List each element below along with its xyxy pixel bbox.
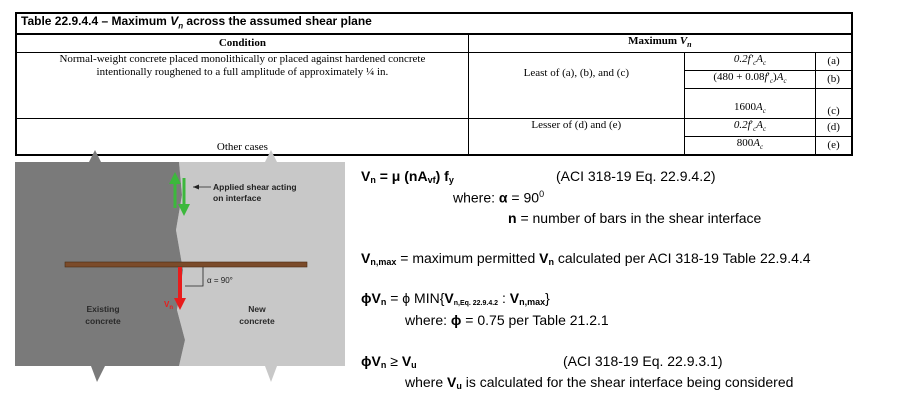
- max-vn-table: [15, 12, 853, 156]
- header-max-var: V: [679, 35, 688, 48]
- row1-rule: Least of (a), (b), and (c): [468, 52, 684, 118]
- eq1-lhs-sub: n: [370, 175, 376, 185]
- rebar: [65, 262, 307, 267]
- label-angle: α = 90°: [207, 276, 233, 285]
- where-vu: [405, 374, 793, 391]
- row1-condition: [16, 52, 468, 118]
- table-title: [16, 13, 852, 34]
- eq1-vf: vf: [427, 175, 436, 185]
- where-alpha: [453, 189, 544, 206]
- equation-phivn-vu: [361, 353, 417, 370]
- label-e: (e): [816, 137, 852, 156]
- table-row: [16, 118, 852, 136]
- label-applied-shear: Applied shear acting: [213, 182, 297, 192]
- value-e: $800A_c$: [684, 137, 815, 156]
- where1-deg: 0: [539, 189, 545, 199]
- value-c: $1600A_c$: [684, 88, 815, 118]
- eq4-v: V: [371, 353, 381, 369]
- equation-vn: [361, 168, 454, 185]
- eq1-mu: = μ (nA: [375, 168, 428, 184]
- value-b: $(480 + 0.08f'_c)A_c$: [684, 70, 815, 88]
- eq2-text2: calculated per ACI 318-19 Table 22.9.4.4: [553, 250, 811, 266]
- equation-phivn: [361, 290, 550, 307]
- header-condition: Condition: [16, 34, 468, 52]
- where4-v-sub: u: [456, 381, 462, 391]
- row1-condition-line1: Normal-weight concrete placed monolithically or placed against hardened concrete: [59, 52, 426, 65]
- eq4-v-sub: n: [380, 360, 387, 370]
- where-phi: [405, 312, 609, 328]
- label-applied-shear-2: on interface: [213, 193, 262, 203]
- where4-text: is calculated for the shear interface being considered: [461, 374, 794, 390]
- where2-n: n: [508, 210, 517, 226]
- table-title-prefix: Table 22.9.4.4 – Maximum: [21, 14, 171, 28]
- where1-alpha: α: [498, 189, 508, 206]
- where2-text: = number of bars in the shear interface: [516, 210, 762, 226]
- eq3-v: V: [371, 290, 381, 306]
- eq2-text1: = maximum permitted: [396, 250, 540, 266]
- eq1-reference: (ACI 318-19 Eq. 22.9.4.2): [556, 168, 716, 184]
- header-max-prefix: Maximum: [628, 35, 680, 48]
- eq4-vu-sub: u: [411, 360, 417, 370]
- label-existing-2: concrete: [85, 316, 121, 326]
- value-a: $0.2f'_cA_c$: [684, 52, 815, 70]
- eq2-v: V: [539, 250, 549, 266]
- eq1-y: y: [448, 175, 454, 185]
- where1-text: = 90: [507, 189, 540, 206]
- eq1-lhs: V: [361, 168, 371, 184]
- eq2-v-sub: n: [548, 257, 554, 267]
- table-title-suffix: across the assumed shear plane: [183, 14, 372, 28]
- label-vn-main: V: [164, 300, 170, 309]
- eq3-eq: = ϕ MIN{: [386, 290, 445, 306]
- row2-rule: Lesser of (d) and (e): [468, 118, 684, 155]
- eq3-phi: ϕ: [361, 290, 372, 306]
- label-b: (b): [816, 70, 852, 88]
- label-d: (d): [816, 118, 852, 136]
- shear-interface-figure: [15, 150, 345, 393]
- eq3-v2: V: [509, 290, 520, 306]
- eq4-reference: (ACI 318-19 Eq. 22.9.3.1): [563, 353, 723, 369]
- table-title-var: V: [170, 14, 179, 28]
- eq2-lhs-sub: n,max: [370, 257, 397, 267]
- eq3-v1-sub: n,Eq. 22.9.4.2: [453, 300, 499, 307]
- label-new-2: concrete: [239, 316, 275, 326]
- value-d: $0.2f'_cA_c$: [684, 118, 815, 136]
- where4-prefix: where: [405, 374, 448, 390]
- eq3-sep: :: [498, 290, 510, 306]
- table-title-var-sub: n: [178, 21, 184, 31]
- table-header-row: [16, 34, 852, 52]
- where3-text: = 0.75 per Table 21.2.1: [461, 312, 609, 328]
- header-maximum: [468, 34, 852, 52]
- eq4-op: ≥: [386, 353, 402, 369]
- eq2-lhs: V: [361, 250, 371, 266]
- table-row: [16, 52, 852, 70]
- label-vn-sub: n: [169, 305, 174, 311]
- table-title-row: [16, 13, 852, 34]
- where1-prefix: where:: [453, 189, 499, 206]
- eq1-close: ) f: [435, 168, 449, 184]
- equation-vnmax: [361, 250, 811, 267]
- where3-prefix: where:: [405, 312, 451, 328]
- eq3-close: }: [545, 290, 550, 306]
- label-new-1: New: [248, 304, 266, 314]
- eq4-phi: ϕ: [361, 353, 372, 369]
- eq3-v1: V: [444, 290, 454, 306]
- where4-v: V: [447, 374, 457, 390]
- where-n: [508, 210, 761, 226]
- label-a: (a): [816, 52, 852, 70]
- eq3-v2-sub: n,max: [519, 297, 546, 307]
- label-c: (c): [816, 88, 852, 118]
- eq4-vu: V: [401, 353, 412, 369]
- where3-phi: ϕ: [450, 312, 462, 328]
- eq3-v-sub: n: [380, 297, 387, 307]
- row1-condition-line2: intentionally roughened to a full amplitude of approximately ¼ in.: [96, 65, 389, 78]
- header-max-sub: n: [687, 40, 692, 50]
- label-existing-1: Existing: [86, 304, 120, 314]
- row2-condition: Other cases: [16, 118, 468, 155]
